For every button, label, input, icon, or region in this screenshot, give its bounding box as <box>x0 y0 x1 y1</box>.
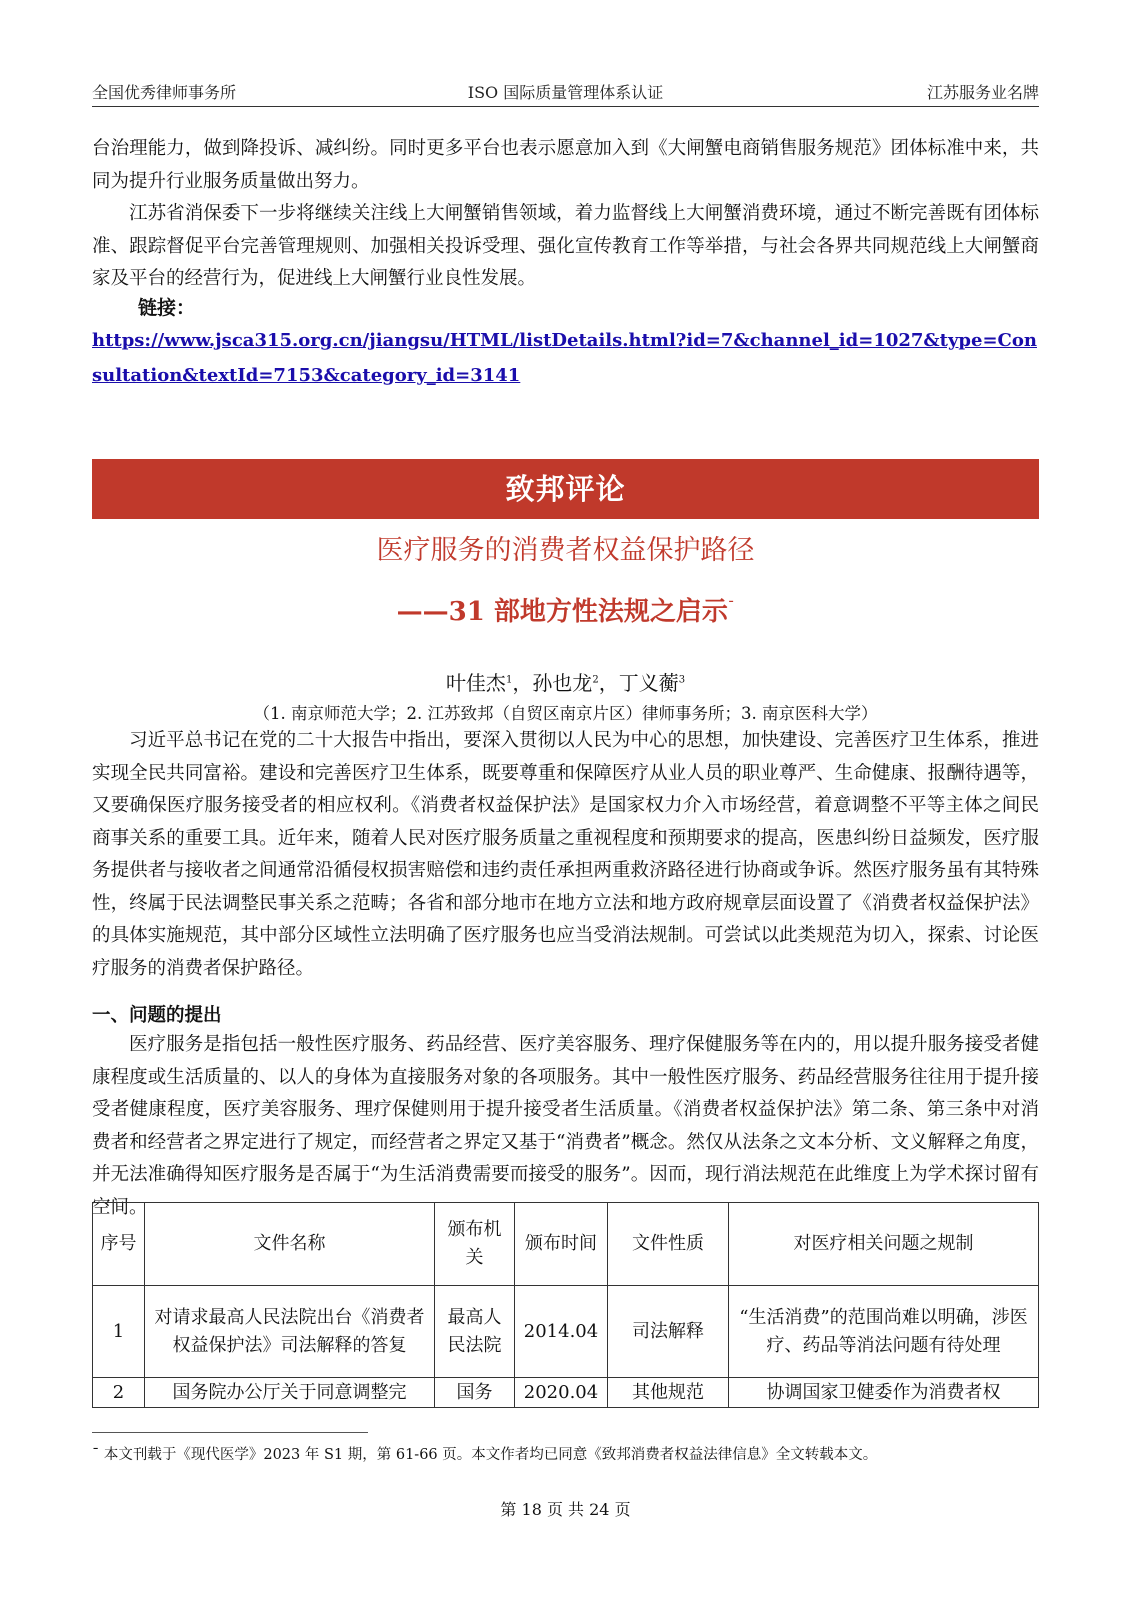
table-cell: “生活消费”的范围尚难以明确，涉医疗、药品等消法问题有待处理 <box>729 1286 1039 1378</box>
footnote-rule <box>92 1432 368 1433</box>
intro-paragraph-1: 台治理能力，做到降投诉、减纠纷。同时更多平台也表示愿意加入到《大闸蟹电商销售服务规范》团体标准中来，共同为提升行业服务质量做出努力。 <box>92 138 1039 192</box>
header-center: ISO 国际质量管理体系认证 <box>467 83 664 102</box>
link-label: 链接： <box>138 297 196 319</box>
footnote: ¯ 本文刊载于《现代医学》2023 年 S1 期，第 61-66 页。本文作者均已同意《致邦消费者权益法律信息》全文转载本文。 <box>92 1447 878 1463</box>
table-cell: 1 <box>93 1286 145 1378</box>
intro-paragraph-2: 江苏省消保委下一步将继续关注线上大闸蟹销售领域，着力监督线上大闸蟹消费环境，通过不断完善既有团体标准、跟踪督促平台完善管理规则、加强相关投诉受理、强化宣传教育工作等举措，与社会各界共同规范线上大闸蟹商家及平台的经营行为，促进线上大闸蟹行业良性发展。 <box>92 203 1039 289</box>
table-cell: 司法解释 <box>608 1286 729 1378</box>
author-separator: ， <box>598 671 619 695</box>
table-cell: 最高人民法院 <box>435 1286 515 1378</box>
author-name: 孙也龙 <box>532 671 593 695</box>
author-name: 丁义蘅 <box>618 671 679 695</box>
body-paragraph-2: 医疗服务是指包括一般性医疗服务、药品经营、医疗美容服务、理疗保健服务等在内的，用以提升服务接受者健康程度或生活质量的、以人的身体为直接服务对象的各项服务。其中一般性医疗服务、药品经营服务往往用于提升接受者健康程度，医疗美容服务、理疗保健则用于提升接受者生活质量。《消费者权益保护法》第二条、第三条中对消费者和经营者之界定进行了规定，而经营者之界定又基于“消费者”概念。然仅从法条之文本分析、文义解释之角度，并无法准确得知医疗服务是否属于“为生活消费需要而接受的服务”。因而，现行消法规范在此维度上为学术探讨留有空间。 <box>92 1034 1039 1218</box>
header-left: 全国优秀律师事务所 <box>92 83 237 102</box>
table-header-cell: 颁布时间 <box>515 1203 608 1286</box>
table-cell: 协调国家卫健委作为消费者权 <box>729 1378 1039 1408</box>
affiliations: （1. 南京师范大学；2. 江苏致邦（自贸区南京片区）律师事务所；3. 南京医科大学） <box>253 704 878 723</box>
author-line <box>92 667 1039 696</box>
table-cell: 对请求最高人民法院出台《消费者权益保护法》司法解释的答复 <box>145 1286 435 1378</box>
table-cell: 2014.04 <box>515 1286 608 1378</box>
table-header-row <box>93 1203 1039 1286</box>
article-subtitle <box>92 591 1039 628</box>
table-cell: 国务院办公厅关于同意调整完 <box>145 1378 435 1408</box>
author-separator: ， <box>512 671 533 695</box>
author-affil-index: 2 <box>592 674 599 686</box>
regulations-table <box>92 1202 1039 1408</box>
header-right: 江苏服务业名牌 <box>926 83 1039 102</box>
author-affil-index: 1 <box>505 674 513 686</box>
author-affil-index: 3 <box>678 674 686 686</box>
table-header-cell: 对医疗相关问题之规制 <box>729 1203 1039 1286</box>
author-name: 叶佳杰 <box>445 671 506 695</box>
source-link[interactable]: https://www.jsca315.org.cn/jiangsu/HTML/listDetails.html?id=7&channel_id=1027&type=Consultation&textId=7153&category_id=3141 <box>92 330 1037 386</box>
table-cell: 其他规范 <box>608 1378 729 1408</box>
table-header-cell: 文件性质 <box>608 1203 729 1286</box>
table-cell: 2020.04 <box>515 1378 608 1408</box>
section-banner: 致邦评论 <box>92 459 1039 519</box>
table-header-cell: 文件名称 <box>145 1203 435 1286</box>
table-header-cell: 颁布机关 <box>435 1203 515 1286</box>
table-row <box>93 1378 1039 1408</box>
subtitle-text: ——31 部地方性法规之启示 <box>396 597 728 627</box>
table-header-cell: 序号 <box>93 1203 145 1286</box>
header-rule <box>92 106 1039 107</box>
table-row <box>93 1286 1039 1378</box>
page-number: 第 18 页 共 24 页 <box>500 1500 631 1519</box>
table-cell: 2 <box>93 1378 145 1408</box>
section-heading: 一、问题的提出 <box>92 1005 222 1026</box>
table-cell: 国务 <box>435 1378 515 1408</box>
article-title: 医疗服务的消费者权益保护路径 <box>376 535 755 566</box>
body-paragraph-1: 习近平总书记在党的二十大报告中指出，要深入贯彻以人民为中心的思想，加快建设、完善医疗卫生体系，推进实现全民共同富裕。建设和完善医疗卫生体系，既要尊重和保障医疗从业人员的职业尊严、生命健康、报酬待遇等，又要确保医疗服务接受者的相应权利。《消费者权益保护法》是国家权力介入市场经营，着意调整不平等主体之间民商事关系的重要工具。近年来，随着人民对医疗服务质量之重视程度和预期要求的提高，医患纠纷日益频发，医疗服务提供者与接收者之间通常沿循侵权损害赔偿和违约责任承担两重救济路径进行协商或争诉。然医疗服务虽有其特殊性，终属于民法调整民事关系之范畴；各省和部分地市在地方立法和地方政府规章层面设置了《消费者权益保护法》的具体实施规范，其中部分区域性立法明确了医疗服务也应当受消法规制。可尝试以此类规范为切入，探索、讨论医疗服务的消费者保护路径。 <box>92 730 1039 979</box>
footnote-marker: ¯ <box>727 599 735 615</box>
